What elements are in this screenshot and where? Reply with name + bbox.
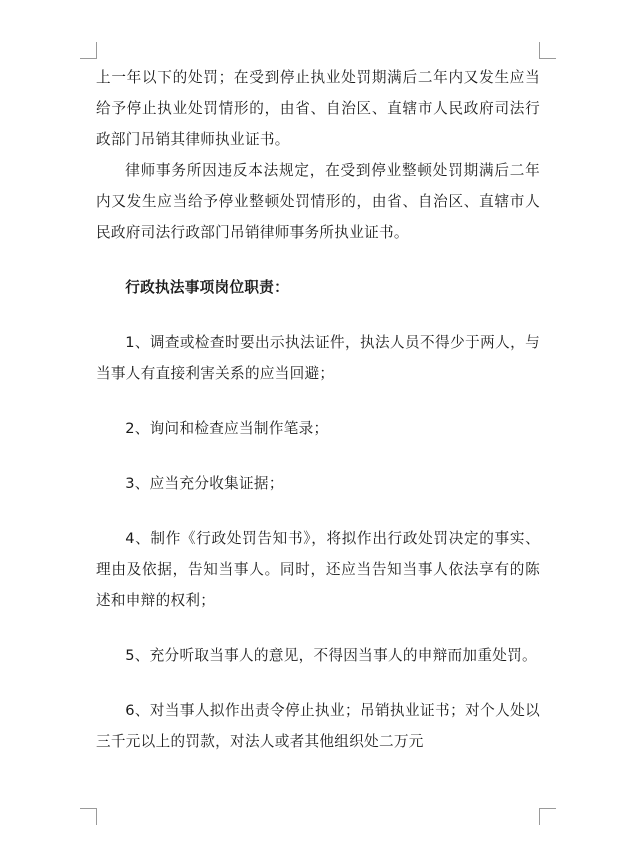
list-item: 4、制作《行政处罚告知书》，将拟作出行政处罚决定的事实、理由及依据，告知当事人。同时，还应当告知当事人依法享有的陈述和申辩的权利； xyxy=(96,530,540,609)
crop-mark-bottom-right xyxy=(539,808,556,825)
list-item: 3、应当充分收集证据； xyxy=(125,475,284,492)
list-item: 5、充分听取当事人的意见，不得因当事人的申辩而加重处罚。 xyxy=(125,647,537,664)
page-body xyxy=(96,62,540,757)
crop-mark-top-right xyxy=(539,42,556,59)
crop-mark-top-left xyxy=(80,42,97,59)
paragraph-revocation-firm: 律师事务所因违反本法规定，在受到停业整顿处罚期满后二年内又发生应当给予停业整顿处罚情形的，由省、自治区、直辖市人民政府司法行政部门吊销律师事务所执业证书。 xyxy=(96,162,540,241)
crop-mark-bottom-left xyxy=(80,808,97,825)
list-item: 6、对当事人拟作出责令停止执业；吊销执业证书；对个人处以三千元以上的罚款，对法人或者其他组织处二万元 xyxy=(96,702,540,750)
section-heading: 行政执法事项岗位职责： xyxy=(125,279,290,296)
list-item: 1、调查或检查时要出示执法证件，执法人员不得少于两人，与当事人有直接利害关系的应当回避； xyxy=(96,334,540,382)
list-item: 2、询问和检查应当制作笔录； xyxy=(125,420,329,437)
paragraph-revocation-lawyer: 上一年以下的处罚；在受到停止执业处罚期满后二年内又发生应当给予停止执业处罚情形的，由省、自治区、直辖市人民政府司法行政部门吊销其律师执业证书。 xyxy=(96,69,540,148)
